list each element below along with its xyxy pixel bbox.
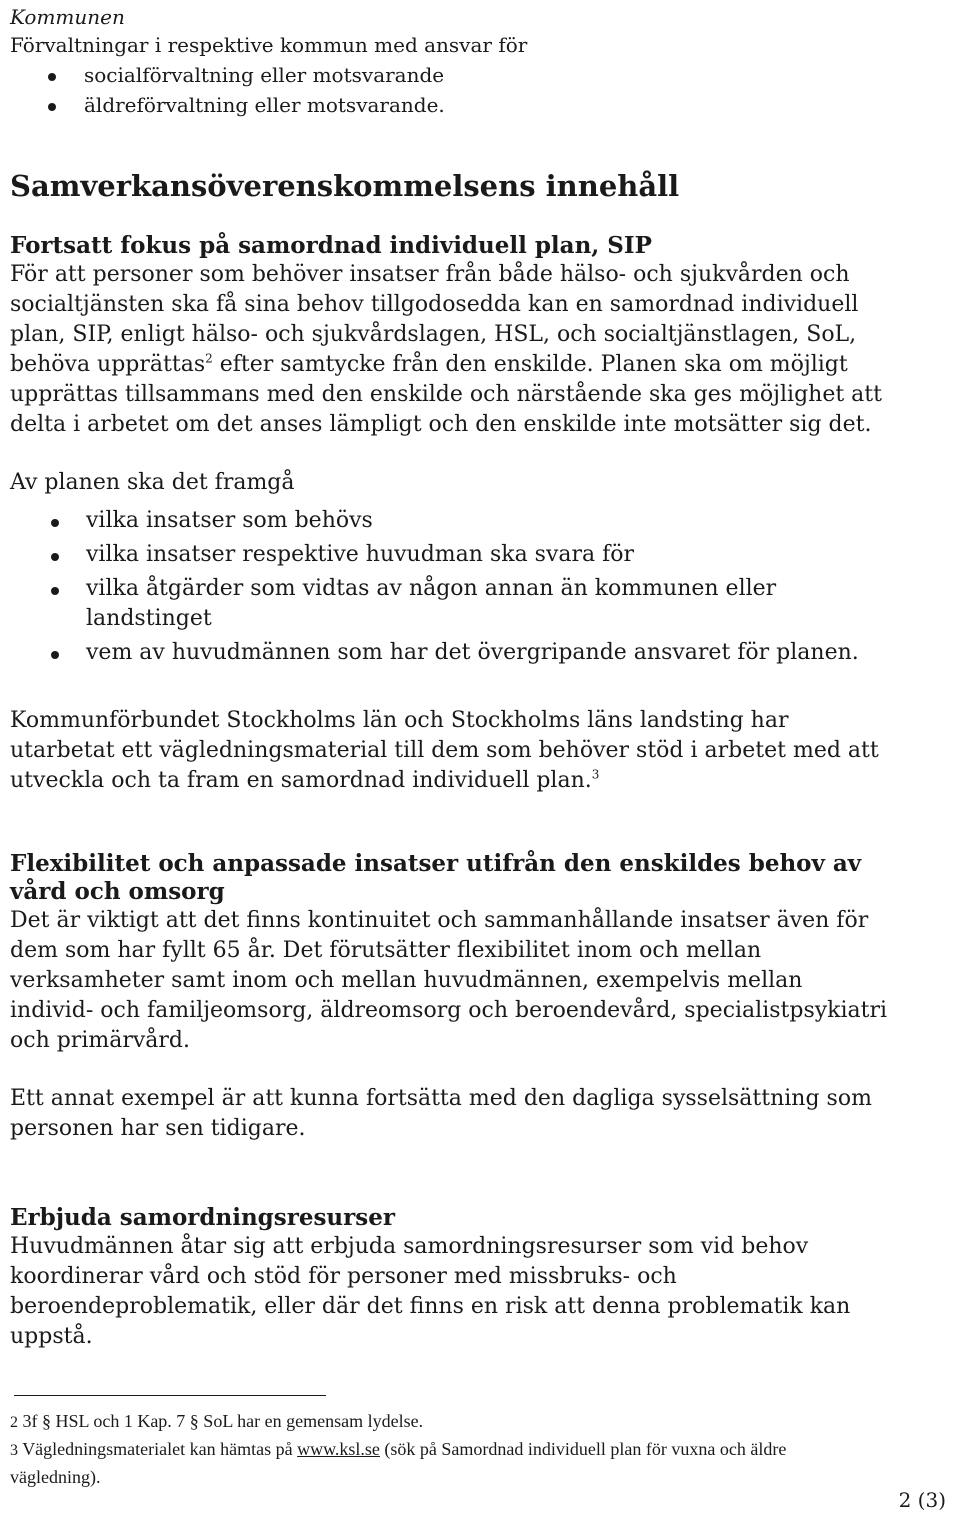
footnote-ref-3[interactable]: 3 (591, 767, 600, 782)
sip-paragraph-part2: efter samtycke från den enskilde. Planen ska om möjligt upprättas tillsammans med den enskilde och närstående ska ges möjlighet att delta i arbetet om det anses lämpligt och den enskilde inte motsätter sig det. (10, 352, 882, 437)
list-item: vilka insatser respektive huvudman ska svara för (10, 540, 890, 570)
footnote-divider (14, 1395, 326, 1396)
coord-heading: Erbjuda samordningsresurser (10, 1204, 395, 1231)
coord-paragraph: Huvudmännen åtar sig att erbjuda samordningsresurser som vid behov koordinerar vård och stöd för personer med missbruks- och beroendeproblematik, eller där det finns en risk att denna problematik kan uppstå. (10, 1234, 851, 1349)
intro-list (10, 60, 890, 120)
sip-heading: Fortsatt fokus på samordnad individuell plan, SIP (10, 232, 652, 259)
sip-paragraph-2 (10, 706, 890, 796)
sip-paragraph-2-block (10, 706, 890, 796)
sip-paragraph (10, 260, 890, 440)
footnote-2-text: 3f § HSL och 1 Kap. 7 § SoL har en gemensam lydelse. (22, 1411, 424, 1431)
sip-section (10, 232, 890, 440)
intro-section (10, 4, 890, 120)
footnotes (10, 1408, 810, 1490)
flex-paragraph-2-block (10, 1084, 890, 1144)
list-item: vilka åtgärder som vidtas av någon annan än kommunen eller landstinget (10, 574, 890, 634)
flex-paragraph-2: Ett annat exempel är att kunna fortsätta med den dagliga sysselsättning som personen har sen tidigare. (10, 1086, 872, 1141)
sip-list-intro: Av planen ska det framgå (10, 470, 295, 495)
intro-line: Förvaltningar i respektive kommun med ansvar för (10, 33, 528, 57)
list-item: äldreförvaltning eller motsvarande. (10, 90, 890, 120)
main-heading: Samverkansöverenskommelsens innehåll (10, 169, 680, 203)
flex-paragraph: Det är viktigt att det finns kontinuitet och sammanhållande insatser även för dem som har fyllt 65 år. Det förutsätter flexibilitet inom och mellan verksamheter samt inom och mellan huvudmännen, exempelvis mellan individ- och familjeomsorg, äldreomsorg och beroendevård, specialistpsykiatri och primärvård. (10, 908, 888, 1053)
main-heading-block (10, 168, 890, 204)
list-item: vem av huvudmännen som har det övergripande ansvaret för planen. (10, 638, 890, 668)
footnote-3-pre: Vägledningsmaterialet kan hämtas på (22, 1439, 298, 1459)
footnote-3-post: (sök på Samordnad individuell plan för vuxna och äldre vägledning). (10, 1439, 787, 1487)
flex-section (10, 850, 890, 1056)
list-item: socialförvaltning eller motsvarande (10, 60, 890, 90)
footnote-3 (10, 1436, 810, 1490)
sip-paragraph-2-text: Kommunförbundet Stockholms län och Stockholms läns landsting har utarbetat ett vägledningsmaterial till dem som behöver stöd i arbetet med att utveckla och ta fram en samordnad individuell plan. (10, 708, 879, 793)
page-number: 2 (3) (898, 1488, 946, 1512)
list-item: vilka insatser som behövs (10, 506, 890, 536)
sip-list-section (10, 468, 890, 672)
sip-list (10, 506, 890, 668)
footnote-3-link[interactable]: www.ksl.se (297, 1439, 380, 1459)
footnote-ref-2[interactable]: 2 (205, 351, 213, 366)
sip-paragraph-part1: För att personer som behöver insatser från både hälso- och sjukvården och socialtjänsten ska få sina behov tillgodosedda kan en samordnad individuell plan, SIP, enligt hälso- och sjukvårdslagen, HSL, och socialtjänstlagen, SoL, behöva upprättas (10, 262, 859, 377)
footnote-2-number: 2 (10, 1414, 18, 1431)
footnote-3-number: 3 (10, 1442, 18, 1459)
flex-heading: Flexibilitet och anpassade insatser utifrån den enskildes behov av vård och omsorg (10, 850, 862, 905)
footnote-2 (10, 1408, 810, 1436)
intro-heading: Kommunen (10, 5, 125, 29)
coord-section (10, 1204, 890, 1352)
